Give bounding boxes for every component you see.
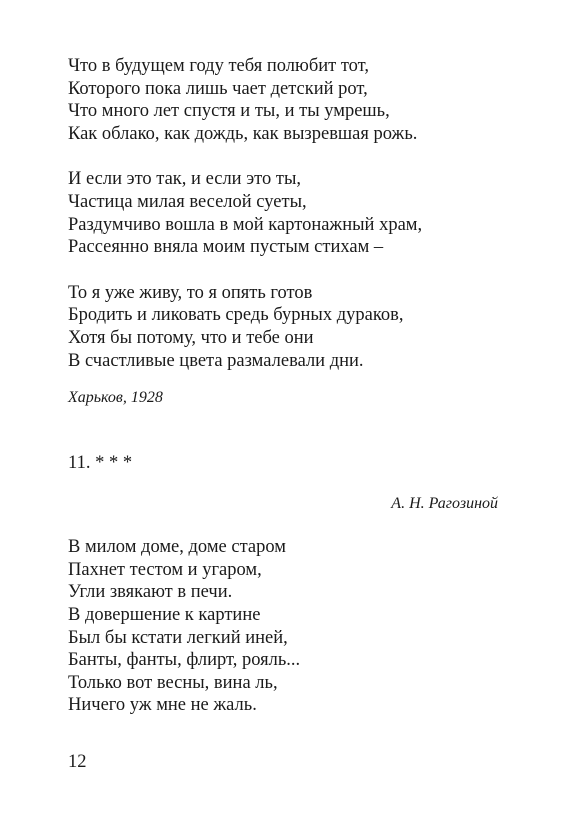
stanza — [68, 55, 508, 145]
poem-line: Угли звякают в печи. — [68, 582, 233, 603]
stanza — [68, 168, 508, 258]
poem-number: 11. * * * — [68, 453, 133, 474]
poem-2 — [68, 536, 508, 717]
poem-line: Которого пока лишь чает детский рот, — [68, 78, 368, 99]
poem-line: Частица милая веселой суеты, — [68, 191, 307, 212]
dedication: А. Н. Рагозиной — [391, 495, 498, 513]
poem-line: Был бы кстати легкий иней, — [68, 627, 288, 648]
poem-line: Что в будущем году тебя полюбит тот, — [68, 56, 370, 76]
poem-line: Раздумчиво вошла в мой картонажный храм, — [68, 214, 423, 235]
page-number: 12 — [68, 752, 87, 772]
poem-1 — [68, 55, 508, 407]
page-body — [68, 55, 508, 717]
poem-line: Пахнет тестом и угаром, — [68, 559, 262, 580]
poem-line: Ничего уж мне не жаль. — [68, 695, 257, 716]
poem-line: И если это так, и если это ты, — [68, 169, 302, 190]
poem-line: В милом доме, доме старом — [68, 537, 286, 558]
poem-line: Что много лет спустя и ты, и ты умрешь, — [68, 101, 390, 122]
poem-line: Хотя бы потому, что и тебе они — [68, 327, 314, 348]
poem-line: Бродить и ликовать средь бурных дураков, — [68, 305, 404, 326]
place-date: Харьков, 1928 — [68, 389, 163, 407]
poem-line: То я уже живу, то я опять готов — [68, 282, 313, 303]
stanza — [68, 282, 508, 372]
poem-line: Банты, фанты, флирт, рояль... — [68, 650, 301, 671]
poem-line: Только вот весны, вина ль, — [68, 672, 278, 693]
poem-line: Как облако, как дождь, как вызревшая рожь. — [68, 123, 418, 144]
poem-line: Рассеянно вняла моим пустым стихам – — [68, 237, 384, 258]
poem-line: В счастливые цвета размалевали дни. — [68, 350, 364, 371]
poem-line: В довершение к картине — [68, 604, 261, 625]
